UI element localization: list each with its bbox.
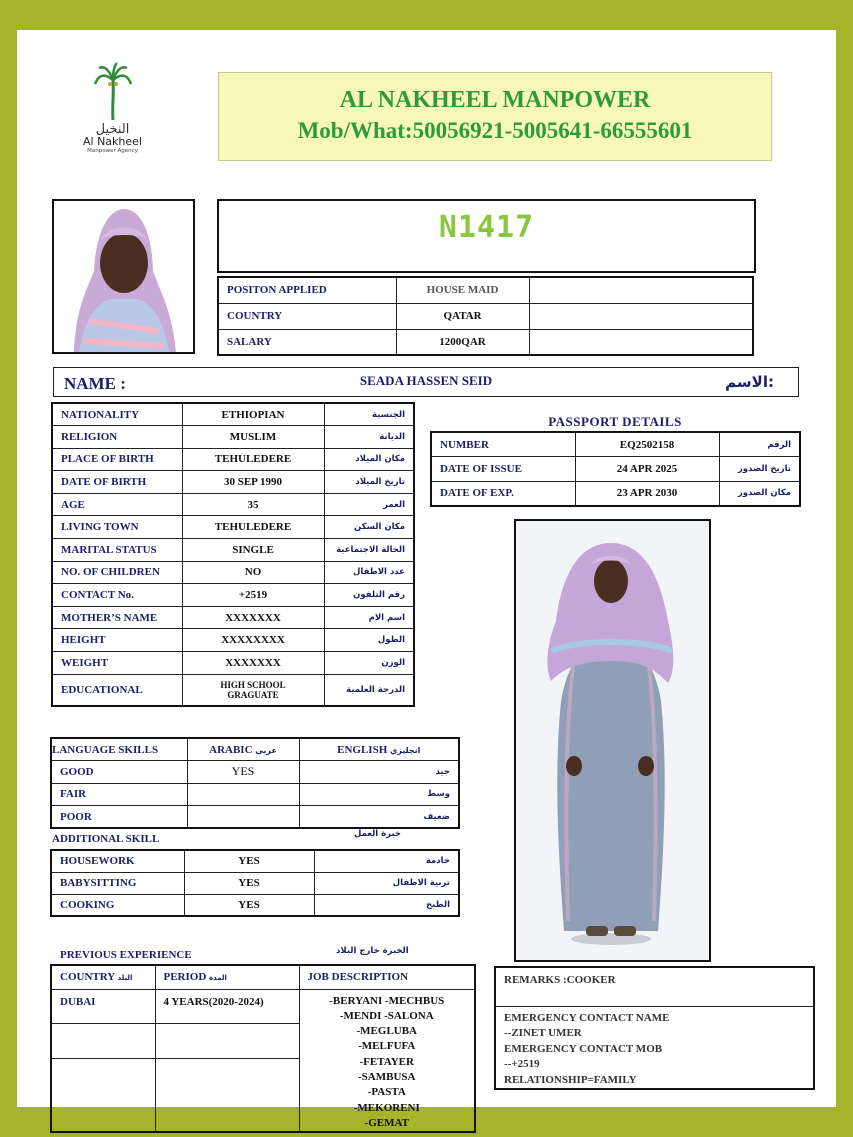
field-value: 30 SEP 1990 (182, 471, 324, 494)
skill-name: COOKING (51, 894, 184, 916)
field-label: WEIGHT (52, 652, 182, 675)
job-item: -MELFUFA (358, 1040, 416, 1053)
job-description (299, 989, 475, 1132)
field-label-arabic: الديانة (324, 426, 414, 449)
country-header-arabic: البلد (117, 974, 133, 983)
personal-details-table (51, 402, 415, 707)
job-item: -SAMBUSA (358, 1070, 416, 1083)
empty-cell (529, 329, 753, 355)
table-row (52, 629, 414, 652)
previous-experience-label: PREVIOUS EXPERIENCE (60, 949, 192, 961)
field-value: NO (182, 561, 324, 584)
table-row (51, 872, 459, 894)
arabic-level-value (187, 783, 299, 806)
field-value: 35 (182, 493, 324, 516)
emergency-contact (496, 1007, 813, 1092)
field-label: MOTHER’S NAME (52, 606, 182, 629)
passport-title: PASSPORT DETAILS (548, 414, 682, 429)
table-row (51, 806, 459, 829)
reference-number: N1417 (438, 210, 535, 245)
field-label-arabic: الوزن (324, 652, 414, 675)
field-label-arabic: رقم التلفون (324, 584, 414, 607)
job-item: -FETAYER (359, 1055, 414, 1068)
field-label: DATE OF ISSUE (431, 457, 575, 482)
table-row (52, 606, 414, 629)
country-label: COUNTRY (218, 303, 396, 329)
arabic-label: ARABIC (209, 743, 253, 756)
field-value: +2519 (182, 584, 324, 607)
field-label: NUMBER (431, 432, 575, 457)
skill-value: YES (184, 894, 314, 916)
table-row (51, 989, 475, 1023)
field-label-arabic: الجنسية (324, 403, 414, 426)
company-header (218, 72, 772, 161)
candidate-name: SEADA HASSEN SEID (359, 373, 493, 388)
logo-tagline: Manpower Agency (87, 148, 138, 154)
language-level-arabic: جيد (299, 761, 459, 784)
field-value: XXXXXXX (182, 652, 324, 675)
skill-name-arabic: خادمة (314, 850, 459, 872)
field-label-arabic: تاريخ الصدور (719, 457, 800, 482)
skill-value: YES (184, 872, 314, 894)
english-header (299, 738, 459, 761)
empty-cell (51, 1023, 155, 1058)
table-row (218, 277, 753, 303)
table-row (218, 303, 753, 329)
passport-table (430, 431, 801, 507)
experience-country: DUBAI (51, 989, 155, 1023)
previous-experience-label-arabic: الخبرة خارج البلاد (336, 946, 409, 956)
job-item: -MENDI -SALONA (339, 1009, 434, 1022)
country-value: QATAR (396, 303, 529, 329)
field-label-arabic: مكان الميلاد (324, 448, 414, 471)
field-label: DATE OF EXP. (431, 481, 575, 506)
full-body-photo (514, 519, 711, 962)
job-item: -PASTA (367, 1086, 406, 1099)
company-logo: النخيل Al Nakheel Manpower Agency (60, 62, 165, 170)
field-label-arabic: الدرجة العلمية (324, 674, 414, 706)
field-value: TEHULEDERE (182, 448, 324, 471)
name-label-arabic: الاسم: (725, 373, 774, 391)
field-value: XXXXXXX (182, 606, 324, 629)
salary-label: SALARY (218, 329, 396, 355)
table-row (52, 584, 414, 607)
field-label: RELIGION (52, 426, 182, 449)
empty-cell (155, 1058, 299, 1132)
table-row (51, 761, 459, 784)
field-value: SINGLE (182, 539, 324, 562)
experience-table (50, 964, 476, 1133)
field-label: LIVING TOWN (52, 516, 182, 539)
field-label-arabic: الرقم (719, 432, 800, 457)
language-level-arabic: وسط (299, 783, 459, 806)
language-skills-header: LANGUAGE SKILLS (51, 738, 187, 761)
remarks-line: --ZINET UMER (504, 1027, 582, 1040)
job-item: -MEKORENI (353, 1101, 420, 1114)
skill-name: BABYSITTING (51, 872, 184, 894)
field-value: 24 APR 2025 (575, 457, 719, 482)
field-label-arabic: الطول (324, 629, 414, 652)
field-value: XXXXXXXX (182, 629, 324, 652)
field-label: DATE OF BIRTH (52, 471, 182, 494)
position-value: HOUSE MAID (396, 277, 529, 303)
period-header-label: PERIOD (163, 971, 207, 984)
experience-period: 4 YEARS(2020-2024) (155, 989, 299, 1023)
english-label-arabic: انجليزي (390, 745, 421, 755)
arabic-level-value (187, 806, 299, 829)
remarks-text: REMARKS :COOKER (496, 968, 813, 1007)
job-header: JOB DESCRIPTION (299, 965, 475, 989)
company-name: AL NAKHEEL MANPOWER (339, 87, 651, 113)
empty-cell (529, 277, 753, 303)
field-label: CONTACT No. (52, 584, 182, 607)
remarks-box (494, 966, 815, 1090)
table-row (52, 426, 414, 449)
skill-name: HOUSEWORK (51, 850, 184, 872)
skill-value: YES (184, 850, 314, 872)
field-label-arabic: تاريخ الميلاد (324, 471, 414, 494)
country-header (51, 965, 155, 989)
portrait-photo (52, 199, 195, 354)
language-level: GOOD (51, 761, 187, 784)
job-item: -MEGLUBA (356, 1025, 417, 1038)
field-value: MUSLIM (182, 426, 324, 449)
table-row (52, 516, 414, 539)
remarks-line: RELATIONSHIP=FAMILY (504, 1073, 637, 1086)
table-row (51, 783, 459, 806)
company-contact: Mob/What:50056921-5005641-66555601 (297, 118, 693, 143)
field-label-arabic: عدد الاطفال (324, 561, 414, 584)
country-header-label: COUNTRY (60, 971, 115, 984)
field-label: EDUCATIONAL (52, 674, 182, 706)
table-row (431, 432, 800, 457)
field-label-arabic: مكان السكن (324, 516, 414, 539)
field-label: NO. OF CHILDREN (52, 561, 182, 584)
palm-tree-icon (93, 62, 133, 122)
table-row (218, 329, 753, 355)
empty-cell (51, 1058, 155, 1132)
field-label-arabic: الحالة الاجتماعية (324, 539, 414, 562)
empty-cell (529, 303, 753, 329)
field-label: MARITAL STATUS (52, 539, 182, 562)
job-item: -BERYANI -MECHBUS (329, 994, 445, 1007)
table-row (52, 674, 414, 706)
position-table (217, 276, 754, 356)
table-row (51, 894, 459, 916)
field-value: EQ2502158 (575, 432, 719, 457)
name-label: NAME : (64, 374, 126, 393)
additional-skill-label: ADDITIONAL SKILL (52, 833, 160, 845)
reference-box (217, 199, 756, 273)
table-row (52, 403, 414, 426)
field-label-arabic: اسم الام (324, 606, 414, 629)
field-label-arabic: العمر (324, 493, 414, 516)
field-value: ETHIOPIAN (182, 403, 324, 426)
period-header (155, 965, 299, 989)
language-level: FAIR (51, 783, 187, 806)
table-row (51, 850, 459, 872)
field-value: 23 APR 2030 (575, 481, 719, 506)
field-label: HEIGHT (52, 629, 182, 652)
remarks-line: --+2519 (504, 1058, 540, 1071)
table-row (52, 652, 414, 675)
field-label-arabic: مكان الصدور (719, 481, 800, 506)
table-row (431, 457, 800, 482)
language-skills-table (50, 737, 460, 829)
table-row (52, 448, 414, 471)
table-row (52, 539, 414, 562)
arabic-label-arabic: عربي (255, 745, 277, 755)
field-label: PLACE OF BIRTH (52, 448, 182, 471)
table-row (51, 738, 459, 761)
period-header-arabic: المدة (209, 974, 227, 983)
field-label: AGE (52, 493, 182, 516)
table-row (52, 493, 414, 516)
table-row (52, 561, 414, 584)
name-bar (53, 367, 799, 397)
empty-cell (155, 1023, 299, 1058)
field-label: NATIONALITY (52, 403, 182, 426)
remarks-line: EMERGENCY CONTACT MOB (504, 1042, 663, 1055)
table-row (51, 965, 475, 989)
skill-name-arabic: تربية الاطفال (314, 872, 459, 894)
skill-name-arabic: الطبخ (314, 894, 459, 916)
field-value: HIGH SCHOOL GRAGUATE (182, 674, 324, 706)
english-label: ENGLISH (337, 743, 388, 756)
arabic-level-value: YES (187, 761, 299, 784)
arabic-header (187, 738, 299, 761)
additional-skills-table (50, 849, 460, 917)
remarks-line: EMERGENCY CONTACT NAME (504, 1012, 670, 1024)
field-value: TEHULEDERE (182, 516, 324, 539)
additional-skill-label-arabic: خبرة العمل (354, 829, 402, 839)
table-row (431, 481, 800, 506)
job-item: -GEMAT (364, 1116, 409, 1129)
table-row (52, 471, 414, 494)
position-label: POSITON APPLIED (218, 277, 396, 303)
logo-name: Al Nakheel (83, 135, 142, 148)
language-level: POOR (51, 806, 187, 829)
language-level-arabic: ضعيف (299, 806, 459, 829)
salary-value: 1200QAR (396, 329, 529, 355)
